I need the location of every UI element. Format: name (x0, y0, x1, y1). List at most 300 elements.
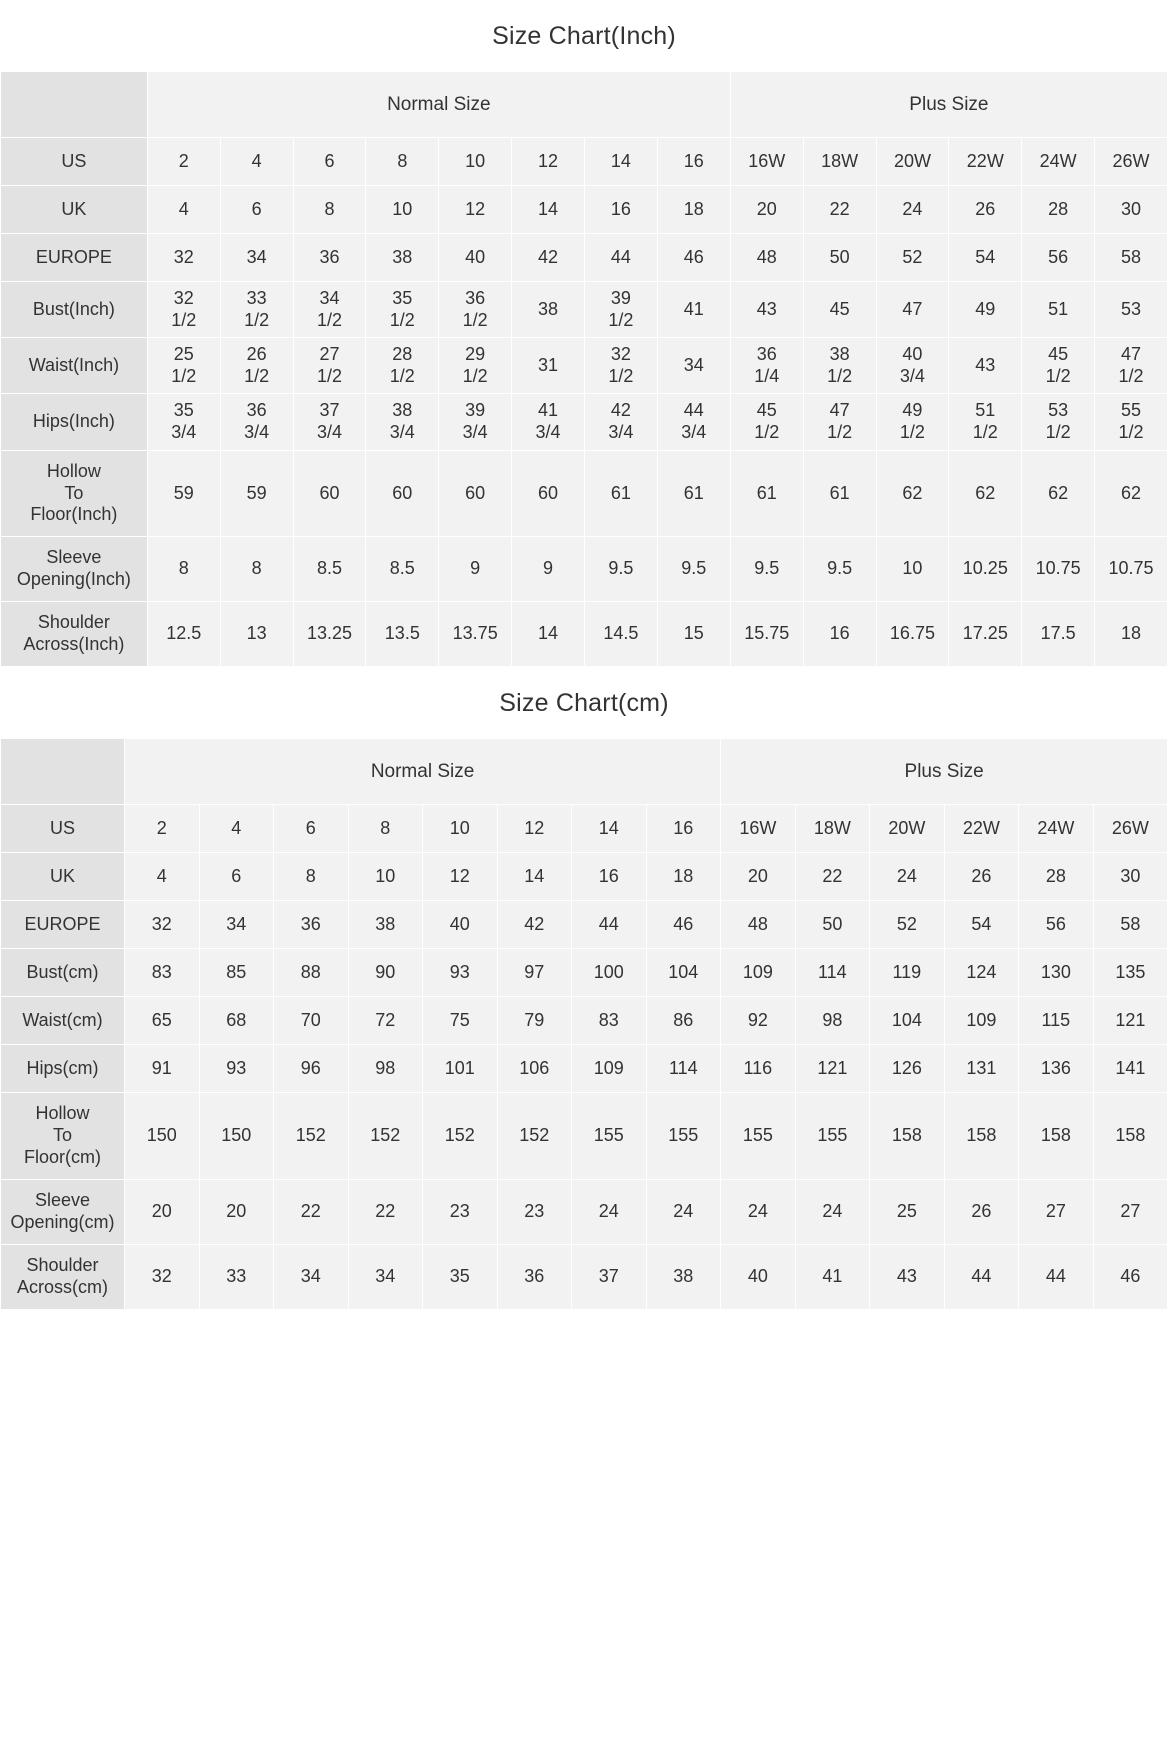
table-cell: 62 (1095, 450, 1168, 537)
table-row (1, 1245, 1168, 1310)
table-cell: 12 (439, 186, 512, 234)
table-cell: 22 (795, 853, 870, 901)
table-cell: 42 (512, 234, 585, 282)
table-cell: 43 (870, 1245, 945, 1310)
row-label-us: US (1, 805, 125, 853)
table-cell: 20 (125, 1180, 200, 1245)
table-cell: 60 (366, 450, 439, 537)
table-cell: 18W (803, 138, 876, 186)
table-cell: 53 1/2 (1022, 394, 1095, 450)
table-cell: 36 (497, 1245, 572, 1310)
row-label-hips-inch: Hips(Inch) (1, 394, 148, 450)
table-cell: 75 (423, 997, 498, 1045)
table-cell: 24W (1019, 805, 1094, 853)
table-cell: 18 (1095, 602, 1168, 667)
table-cell: 158 (1019, 1093, 1094, 1180)
table-cell: 98 (348, 1045, 423, 1093)
table-cell: 52 (870, 901, 945, 949)
table-cell: 20 (721, 853, 796, 901)
table-cell: 10 (439, 138, 512, 186)
table-row (1, 537, 1168, 602)
table-cell: 65 (125, 997, 200, 1045)
table-cell: 14 (512, 602, 585, 667)
row-label-waist-cm: Waist(cm) (1, 997, 125, 1045)
table-cell: 9.5 (803, 537, 876, 602)
table-cell: 14 (497, 853, 572, 901)
table-cell: 9.5 (657, 537, 730, 602)
table-cell: 90 (348, 949, 423, 997)
table-cell: 33 (199, 1245, 274, 1310)
table-cell: 56 (1019, 901, 1094, 949)
table-cell: 150 (125, 1093, 200, 1180)
table-cell: 9 (439, 537, 512, 602)
table-cell: 135 (1093, 949, 1168, 997)
row-label-europe: EUROPE (1, 234, 148, 282)
table-cell: 121 (795, 1045, 870, 1093)
table-cell: 38 3/4 (366, 394, 439, 450)
table-cell: 47 1/2 (803, 394, 876, 450)
table-cell: 32 1/2 (147, 282, 220, 338)
table-cell: 22W (944, 805, 1019, 853)
table-cell: 41 (795, 1245, 870, 1310)
table-cell: 68 (199, 997, 274, 1045)
table-cell: 48 (721, 901, 796, 949)
table-cell: 101 (423, 1045, 498, 1093)
table-cell: 2 (147, 138, 220, 186)
table-cell: 54 (949, 234, 1022, 282)
table-cell: 12 (512, 138, 585, 186)
table-cell: 34 (348, 1245, 423, 1310)
table-cell: 6 (274, 805, 349, 853)
table-cell: 25 1/2 (147, 338, 220, 394)
table-cell: 121 (1093, 997, 1168, 1045)
table-cell: 13.75 (439, 602, 512, 667)
table-cell: 6 (199, 853, 274, 901)
table-row (1, 234, 1168, 282)
table-cell: 59 (220, 450, 293, 537)
table-cell: 131 (944, 1045, 1019, 1093)
table-cell: 38 (512, 282, 585, 338)
table-cell: 96 (274, 1045, 349, 1093)
table-cell: 141 (1093, 1045, 1168, 1093)
table-cell: 8 (274, 853, 349, 901)
table-cell: 49 1/2 (876, 394, 949, 450)
table-cell: 28 (1022, 186, 1095, 234)
table-cell: 30 (1095, 186, 1168, 234)
table-cell: 36 3/4 (220, 394, 293, 450)
table-cell: 8 (293, 186, 366, 234)
table-cell: 119 (870, 949, 945, 997)
table-row (1, 450, 1168, 537)
table-row (1, 186, 1168, 234)
table-cell: 31 (512, 338, 585, 394)
table-cell: 60 (439, 450, 512, 537)
table-cell: 24 (572, 1180, 647, 1245)
row-label-hollow-to-floor-inch: Hollow To Floor(Inch) (1, 450, 148, 537)
group-header-plus-size: Plus Size (730, 72, 1167, 138)
table-cell: 61 (657, 450, 730, 537)
table-cell: 9.5 (730, 537, 803, 602)
table-cell: 47 1/2 (1095, 338, 1168, 394)
table-cell: 44 3/4 (657, 394, 730, 450)
table-cell: 16 (646, 805, 721, 853)
table-cell: 17.25 (949, 602, 1022, 667)
table-cell: 8 (147, 537, 220, 602)
table-cell: 34 (199, 901, 274, 949)
page-title-cm: Size Chart(cm) (499, 689, 669, 718)
table-cell: 150 (199, 1093, 274, 1180)
table-cell: 22W (949, 138, 1022, 186)
table-corner-cell (1, 739, 125, 805)
table-cell: 51 (1022, 282, 1095, 338)
table-cell: 36 1/2 (439, 282, 512, 338)
table-cell: 54 (944, 901, 1019, 949)
table-cell: 9.5 (584, 537, 657, 602)
table-cell: 2 (125, 805, 200, 853)
table-cell: 27 (1019, 1180, 1094, 1245)
row-label-bust-cm: Bust(cm) (1, 949, 125, 997)
table-cell: 26W (1095, 138, 1168, 186)
table-cell: 41 3/4 (512, 394, 585, 450)
table-cell: 48 (730, 234, 803, 282)
table-cell: 106 (497, 1045, 572, 1093)
table-cell: 158 (1093, 1093, 1168, 1180)
table-cell: 20W (876, 138, 949, 186)
table-cell: 38 (366, 234, 439, 282)
table-cell: 155 (646, 1093, 721, 1180)
table-cell: 12 (423, 853, 498, 901)
row-label-shoulder-across-inch: Shoulder Across(Inch) (1, 602, 148, 667)
table-cell: 16 (584, 186, 657, 234)
table-cell: 97 (497, 949, 572, 997)
group-header-normal-size: Normal Size (125, 739, 721, 805)
group-header-normal-size: Normal Size (147, 72, 730, 138)
table-cell: 115 (1019, 997, 1094, 1045)
table-cell: 26W (1093, 805, 1168, 853)
table-cell: 158 (944, 1093, 1019, 1180)
table-cell: 34 1/2 (293, 282, 366, 338)
table-cell: 109 (944, 997, 1019, 1045)
table-cell: 24 (721, 1180, 796, 1245)
table-cell: 24 (876, 186, 949, 234)
table-cell: 18 (657, 186, 730, 234)
table-cell: 40 (721, 1245, 796, 1310)
table-cell: 44 (944, 1245, 1019, 1310)
table-cell: 136 (1019, 1045, 1094, 1093)
table-cell: 43 (949, 338, 1022, 394)
table-cell: 24 (870, 853, 945, 901)
table-cell: 10.75 (1095, 537, 1168, 602)
size-chart-table-inch (0, 71, 1168, 667)
table-cell: 61 (803, 450, 876, 537)
table-cell: 12 (497, 805, 572, 853)
table-cell: 50 (803, 234, 876, 282)
table-cell: 83 (125, 949, 200, 997)
table-cell: 20 (199, 1180, 274, 1245)
table-cell: 16 (657, 138, 730, 186)
table-cell: 50 (795, 901, 870, 949)
table-cell: 28 (1019, 853, 1094, 901)
table-cell: 155 (721, 1093, 796, 1180)
row-label-waist-inch: Waist(Inch) (1, 338, 148, 394)
row-label-sleeve-opening-cm: Sleeve Opening(cm) (1, 1180, 125, 1245)
table-cell: 44 (572, 901, 647, 949)
table-cell: 40 (439, 234, 512, 282)
table-cell: 16W (730, 138, 803, 186)
table-row (1, 901, 1168, 949)
table-cell: 85 (199, 949, 274, 997)
table-cell: 56 (1022, 234, 1095, 282)
table-cell: 14 (572, 805, 647, 853)
table-row (1, 1045, 1168, 1093)
table-row-group-header (1, 739, 1168, 805)
table-cell: 52 (876, 234, 949, 282)
table-cell: 46 (646, 901, 721, 949)
table-cell: 9 (512, 537, 585, 602)
table-cell: 45 1/2 (730, 394, 803, 450)
table-cell: 14 (584, 138, 657, 186)
row-label-uk: UK (1, 186, 148, 234)
table-cell: 20W (870, 805, 945, 853)
table-row (1, 602, 1168, 667)
table-cell: 35 3/4 (147, 394, 220, 450)
table-row (1, 394, 1168, 450)
table-cell: 4 (125, 853, 200, 901)
table-cell: 10.75 (1022, 537, 1095, 602)
row-label-hollow-to-floor-cm: Hollow To Floor(cm) (1, 1093, 125, 1180)
table-cell: 114 (795, 949, 870, 997)
table-cell: 60 (293, 450, 366, 537)
table-cell: 58 (1095, 234, 1168, 282)
table-cell: 13.5 (366, 602, 439, 667)
table-cell: 44 (1019, 1245, 1094, 1310)
table-cell: 46 (1093, 1245, 1168, 1310)
table-cell: 28 1/2 (366, 338, 439, 394)
table-cell: 98 (795, 997, 870, 1045)
table-cell: 29 1/2 (439, 338, 512, 394)
table-cell: 26 (944, 853, 1019, 901)
table-cell: 62 (949, 450, 1022, 537)
table-cell: 104 (870, 997, 945, 1045)
table-cell: 32 (125, 901, 200, 949)
table-cell: 39 1/2 (584, 282, 657, 338)
table-cell: 13 (220, 602, 293, 667)
table-row (1, 338, 1168, 394)
table-cell: 152 (348, 1093, 423, 1180)
table-cell: 30 (1093, 853, 1168, 901)
table-cell: 10 (876, 537, 949, 602)
table-cell: 109 (572, 1045, 647, 1093)
table-cell: 93 (423, 949, 498, 997)
table-cell: 6 (293, 138, 366, 186)
table-cell: 45 (803, 282, 876, 338)
table-cell: 4 (199, 805, 274, 853)
table-cell: 33 1/2 (220, 282, 293, 338)
table-row (1, 138, 1168, 186)
table-cell: 23 (497, 1180, 572, 1245)
table-cell: 36 1/4 (730, 338, 803, 394)
row-label-bust-inch: Bust(Inch) (1, 282, 148, 338)
table-cell: 109 (721, 949, 796, 997)
table-cell: 37 3/4 (293, 394, 366, 450)
table-cell: 8 (220, 537, 293, 602)
table-cell: 25 (870, 1180, 945, 1245)
table-cell: 38 (646, 1245, 721, 1310)
table-cell: 24 (646, 1180, 721, 1245)
table-cell: 92 (721, 997, 796, 1045)
table-cell: 23 (423, 1180, 498, 1245)
table-cell: 16W (721, 805, 796, 853)
table-cell: 59 (147, 450, 220, 537)
table-cell: 17.5 (1022, 602, 1095, 667)
table-row (1, 1180, 1168, 1245)
table-cell: 4 (220, 138, 293, 186)
table-row-group-header (1, 72, 1168, 138)
table-cell: 55 1/2 (1095, 394, 1168, 450)
table-cell: 86 (646, 997, 721, 1045)
table-cell: 16 (803, 602, 876, 667)
table-cell: 155 (572, 1093, 647, 1180)
table-cell: 88 (274, 949, 349, 997)
table-cell: 152 (497, 1093, 572, 1180)
table-cell: 124 (944, 949, 1019, 997)
table-cell: 40 3/4 (876, 338, 949, 394)
table-cell: 116 (721, 1045, 796, 1093)
table-cell: 10.25 (949, 537, 1022, 602)
table-cell: 72 (348, 997, 423, 1045)
row-label-uk: UK (1, 853, 125, 901)
table-cell: 100 (572, 949, 647, 997)
table-cell: 8.5 (366, 537, 439, 602)
table-cell: 46 (657, 234, 730, 282)
table-cell: 158 (870, 1093, 945, 1180)
table-row (1, 853, 1168, 901)
table-cell: 14 (512, 186, 585, 234)
table-row (1, 997, 1168, 1045)
table-cell: 32 (147, 234, 220, 282)
table-cell: 36 (293, 234, 366, 282)
row-label-shoulder-across-cm: Shoulder Across(cm) (1, 1245, 125, 1310)
table-cell: 42 (497, 901, 572, 949)
table-cell: 38 1/2 (803, 338, 876, 394)
table-cell: 27 1/2 (293, 338, 366, 394)
table-cell: 60 (512, 450, 585, 537)
table-cell: 83 (572, 997, 647, 1045)
size-chart-table-cm (0, 738, 1168, 1310)
row-label-hips-cm: Hips(cm) (1, 1045, 125, 1093)
table-cell: 24W (1022, 138, 1095, 186)
table-cell: 22 (803, 186, 876, 234)
table-cell: 39 3/4 (439, 394, 512, 450)
table-cell: 51 1/2 (949, 394, 1022, 450)
row-label-us: US (1, 138, 148, 186)
table-cell: 79 (497, 997, 572, 1045)
table-cell: 70 (274, 997, 349, 1045)
table-row (1, 949, 1168, 997)
table-cell: 18W (795, 805, 870, 853)
table-cell: 22 (274, 1180, 349, 1245)
table-cell: 8 (366, 138, 439, 186)
table-cell: 32 1/2 (584, 338, 657, 394)
table-cell: 62 (1022, 450, 1095, 537)
table-cell: 34 (274, 1245, 349, 1310)
table-cell: 104 (646, 949, 721, 997)
table-cell: 152 (274, 1093, 349, 1180)
table-cell: 61 (584, 450, 657, 537)
table-cell: 6 (220, 186, 293, 234)
table-cell: 37 (572, 1245, 647, 1310)
table-cell: 4 (147, 186, 220, 234)
table-cell: 12.5 (147, 602, 220, 667)
table-cell: 15.75 (730, 602, 803, 667)
table-cell: 26 (944, 1180, 1019, 1245)
table-cell: 10 (366, 186, 439, 234)
table-cell: 38 (348, 901, 423, 949)
table-cell: 16 (572, 853, 647, 901)
table-cell: 26 1/2 (220, 338, 293, 394)
table-cell: 61 (730, 450, 803, 537)
table-cell: 58 (1093, 901, 1168, 949)
table-cell: 14.5 (584, 602, 657, 667)
table-cell: 10 (423, 805, 498, 853)
table-cell: 10 (348, 853, 423, 901)
table-cell: 24 (795, 1180, 870, 1245)
table-row (1, 805, 1168, 853)
table-row (1, 282, 1168, 338)
table-cell: 35 1/2 (366, 282, 439, 338)
table-cell: 36 (274, 901, 349, 949)
table-cell: 91 (125, 1045, 200, 1093)
table-cell: 130 (1019, 949, 1094, 997)
table-row (1, 1093, 1168, 1180)
table-cell: 20 (730, 186, 803, 234)
table-cell: 34 (657, 338, 730, 394)
page-title-inch: Size Chart(Inch) (492, 22, 676, 50)
table-cell: 8 (348, 805, 423, 853)
table-cell: 26 (949, 186, 1022, 234)
table-cell: 93 (199, 1045, 274, 1093)
table-cell: 155 (795, 1093, 870, 1180)
table-cell: 35 (423, 1245, 498, 1310)
table-cell: 18 (646, 853, 721, 901)
table-cell: 15 (657, 602, 730, 667)
table-cell: 152 (423, 1093, 498, 1180)
table-cell: 41 (657, 282, 730, 338)
table-cell: 16.75 (876, 602, 949, 667)
table-cell: 32 (125, 1245, 200, 1310)
table-cell: 62 (876, 450, 949, 537)
table-cell: 44 (584, 234, 657, 282)
table-corner-cell (1, 72, 148, 138)
table-cell: 8.5 (293, 537, 366, 602)
row-label-sleeve-opening-inch: Sleeve Opening(Inch) (1, 537, 148, 602)
row-label-europe: EUROPE (1, 901, 125, 949)
table-cell: 40 (423, 901, 498, 949)
table-cell: 126 (870, 1045, 945, 1093)
table-cell: 42 3/4 (584, 394, 657, 450)
group-header-plus-size: Plus Size (721, 739, 1168, 805)
table-cell: 13.25 (293, 602, 366, 667)
table-cell: 53 (1095, 282, 1168, 338)
table-cell: 45 1/2 (1022, 338, 1095, 394)
table-cell: 49 (949, 282, 1022, 338)
table-cell: 43 (730, 282, 803, 338)
table-cell: 114 (646, 1045, 721, 1093)
table-cell: 22 (348, 1180, 423, 1245)
table-cell: 34 (220, 234, 293, 282)
table-cell: 27 (1093, 1180, 1168, 1245)
table-cell: 47 (876, 282, 949, 338)
